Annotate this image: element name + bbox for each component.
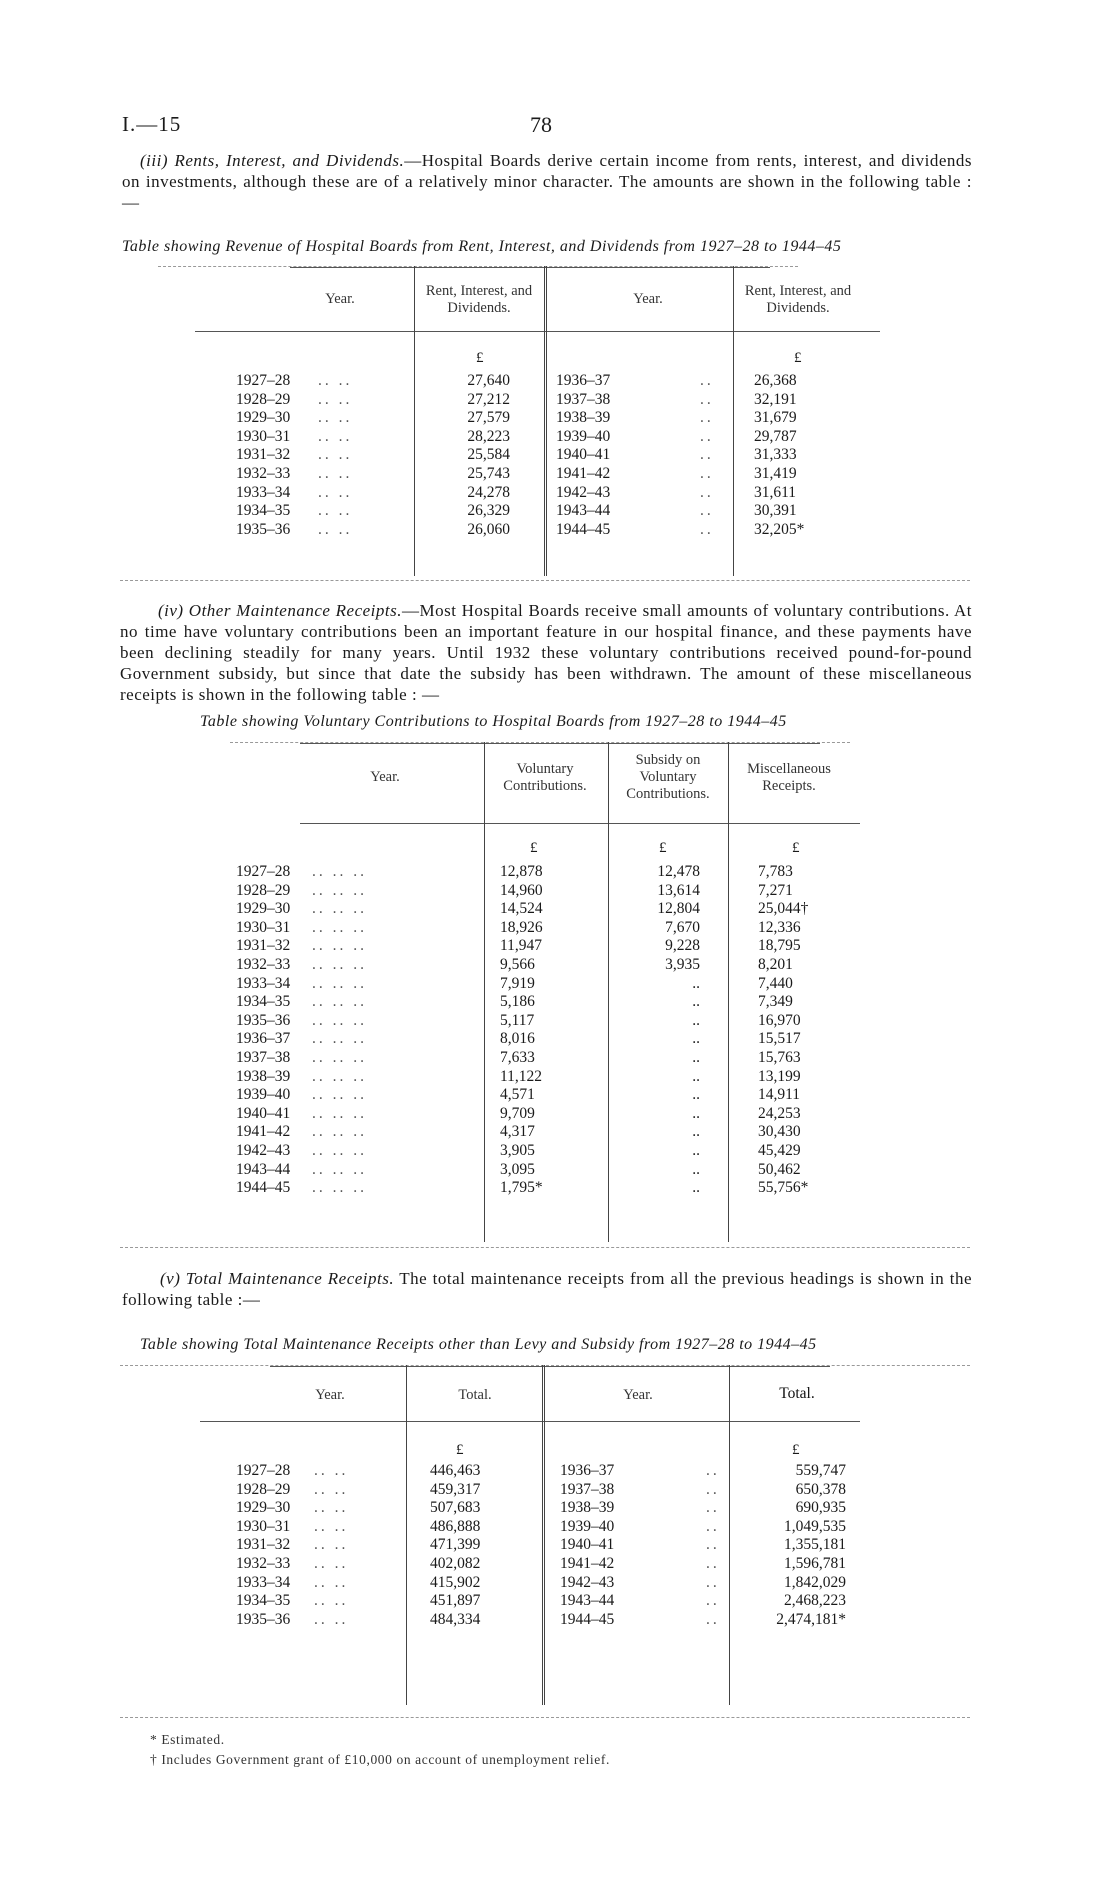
table3-value-cell: 2,468,223 bbox=[784, 1592, 846, 1610]
table2-voluntary-cell: 3,095 bbox=[500, 1160, 535, 1178]
table2-year-cell: 1942–43 bbox=[236, 1141, 291, 1159]
leader-dots: .. bbox=[700, 464, 714, 482]
table3-year-cell: 1941–42 bbox=[560, 1554, 615, 1572]
table3-caption: Table showing Total Maintenance Receipts other than Levy and Subsidy from 1927–28 to 1944–45 bbox=[140, 1336, 817, 1353]
table1-left-values bbox=[430, 372, 510, 539]
table1-year-cell: 1930–31 bbox=[236, 427, 291, 445]
table2-year-cell: 1929–30 bbox=[236, 900, 291, 918]
leader-dots: .. .. bbox=[318, 427, 353, 445]
table2-misc-cell: 16,970 bbox=[758, 1011, 801, 1029]
leader-dots: .. .. bbox=[314, 1592, 349, 1610]
table1-year-cell: 1927–28 bbox=[236, 372, 291, 389]
table2-leaders bbox=[312, 863, 367, 1198]
table3-year-cell: 1938–39 bbox=[560, 1499, 615, 1517]
table3-left-leaders bbox=[314, 1462, 348, 1629]
table2-misc-cell: 14,911 bbox=[758, 1086, 801, 1104]
table2-subsidy-cell: .. bbox=[692, 1104, 700, 1122]
leader-dots: .. .. bbox=[314, 1573, 349, 1591]
table2-year-cell: 1940–41 bbox=[236, 1104, 291, 1122]
table1-value-cell: 27,212 bbox=[467, 390, 510, 408]
table1-left-years bbox=[236, 372, 290, 539]
table3-value-cell: 1,842,029 bbox=[784, 1573, 846, 1591]
table2-voluntary-values bbox=[500, 863, 543, 1198]
table1-year-cell: 1935–36 bbox=[236, 520, 291, 538]
table1-unit-right: £ bbox=[794, 350, 802, 366]
table2-misc-cell: 7,349 bbox=[758, 993, 793, 1011]
table3-right-values bbox=[750, 1462, 846, 1629]
table1-year-cell: 1944–45 bbox=[556, 520, 611, 538]
table1-value-cell: 24,278 bbox=[467, 483, 510, 501]
table1-header-amount-left: Rent, Interest, and Dividends. bbox=[425, 283, 533, 316]
table2-misc-cell: 7,271 bbox=[758, 881, 793, 899]
table2-year-cell: 1935–36 bbox=[236, 1011, 291, 1029]
leader-dots: .. bbox=[706, 1592, 720, 1610]
table2-subsidy-cell: 7,670 bbox=[665, 918, 700, 936]
table2-misc-cell: 7,783 bbox=[758, 863, 793, 880]
table3-unit-right: £ bbox=[792, 1442, 800, 1458]
section-iv-paragraph bbox=[120, 600, 972, 705]
table3-year-cell: 1930–31 bbox=[236, 1517, 291, 1535]
table2-subsidy-cell: .. bbox=[692, 1067, 700, 1085]
table2-voluntary-cell: 9,709 bbox=[500, 1104, 535, 1122]
table2-year-cell: 1931–32 bbox=[236, 937, 291, 955]
table1-right-leaders bbox=[700, 372, 714, 539]
table1-value-cell: 30,391 bbox=[754, 502, 797, 520]
table3-value-cell: 507,683 bbox=[430, 1499, 481, 1517]
table2-voluntary-cell: 9,566 bbox=[500, 955, 535, 973]
table2-subsidy-cell: .. bbox=[692, 974, 700, 992]
table2-misc-cell: 12,336 bbox=[758, 918, 801, 936]
leader-dots: .. bbox=[706, 1610, 720, 1628]
table3-year-cell: 1943–44 bbox=[560, 1592, 615, 1610]
leader-dots: .. bbox=[700, 409, 714, 427]
table2-header-subsidy: Subsidy on Voluntary Contributions. bbox=[626, 752, 710, 802]
table1-value-cell: 29,787 bbox=[754, 427, 797, 445]
footnote-estimated: * Estimated. bbox=[150, 1732, 225, 1747]
table3-year-cell: 1929–30 bbox=[236, 1499, 291, 1517]
table2-caption: Table showing Voluntary Contributions to Hospital Boards from 1927–28 to 1944–45 bbox=[200, 713, 787, 730]
table1-year-cell: 1940–41 bbox=[556, 446, 611, 464]
leader-dots: .. bbox=[700, 390, 714, 408]
table1-value-cell: 26,329 bbox=[467, 502, 510, 520]
table2-year-cell: 1932–33 bbox=[236, 955, 291, 973]
table2-voluntary-cell: 7,919 bbox=[500, 974, 535, 992]
table2-year-cell: 1941–42 bbox=[236, 1123, 291, 1141]
section-iii-paragraph bbox=[122, 150, 972, 213]
table3-year-cell: 1942–43 bbox=[560, 1573, 615, 1591]
table2-misc-cell: 25,044† bbox=[758, 900, 809, 918]
table3-year-cell: 1935–36 bbox=[236, 1610, 291, 1628]
table3-year-cell: 1934–35 bbox=[236, 1592, 291, 1610]
table3-year-cell: 1932–33 bbox=[236, 1554, 291, 1572]
table2-voluntary-cell: 11,947 bbox=[500, 937, 543, 955]
table3-value-cell: 402,082 bbox=[430, 1554, 481, 1572]
table1-year-cell: 1942–43 bbox=[556, 483, 611, 501]
table2-voluntary-cell: 5,186 bbox=[500, 993, 535, 1011]
table1-value-cell: 31,611 bbox=[754, 483, 797, 501]
leader-dots: .. .. .. bbox=[312, 881, 367, 899]
leader-dots: .. .. bbox=[314, 1480, 349, 1498]
footnote-includes: † Includes Government grant of £10,000 on account of unemployment relief. bbox=[150, 1752, 610, 1767]
table2-voluntary-cell: 14,524 bbox=[500, 900, 543, 918]
table1-header-year-left: Year. bbox=[325, 291, 355, 307]
table3-value-cell: 459,317 bbox=[430, 1480, 481, 1498]
table3-year-cell: 1937–38 bbox=[560, 1480, 615, 1498]
leader-dots: .. bbox=[700, 483, 714, 501]
table3-header-total-left: Total. bbox=[458, 1387, 492, 1403]
table3-header-year-left: Year. bbox=[315, 1387, 345, 1403]
table2-misc-cell: 13,199 bbox=[758, 1067, 801, 1085]
table2-subsidy-cell: 9,228 bbox=[665, 937, 700, 955]
leader-dots: .. bbox=[706, 1480, 720, 1498]
table1-value-cell: 25,743 bbox=[467, 464, 510, 482]
leader-dots: .. .. .. bbox=[312, 955, 367, 973]
table2-misc-values bbox=[758, 863, 808, 1198]
table2-misc-cell: 50,462 bbox=[758, 1160, 801, 1178]
table1-header-year-right: Year. bbox=[633, 291, 663, 307]
leader-dots: .. .. .. bbox=[312, 1104, 367, 1122]
table3-year-cell: 1931–32 bbox=[236, 1536, 291, 1554]
table2-header-misc: Miscellaneous Receipts. bbox=[747, 761, 831, 794]
table1-value-cell: 25,584 bbox=[467, 446, 510, 464]
table3-header-total-right: Total. bbox=[779, 1385, 815, 1402]
table2-year-cell: 1934–35 bbox=[236, 993, 291, 1011]
leader-dots: .. .. .. bbox=[312, 1141, 367, 1159]
table2-header-year: Year. bbox=[370, 769, 400, 785]
leader-dots: .. .. .. bbox=[312, 993, 367, 1011]
table2-voluntary-cell: 7,633 bbox=[500, 1048, 535, 1066]
leader-dots: .. bbox=[706, 1499, 720, 1517]
leader-dots: .. bbox=[700, 446, 714, 464]
leader-dots: .. bbox=[706, 1517, 720, 1535]
leader-dots: .. .. bbox=[318, 409, 353, 427]
table2-subsidy-cell: .. bbox=[692, 1179, 700, 1197]
leader-dots: .. bbox=[706, 1536, 720, 1554]
table2-unit-voluntary: £ bbox=[530, 840, 538, 856]
table2-subsidy-cell: .. bbox=[692, 1011, 700, 1029]
leader-dots: .. .. .. bbox=[312, 974, 367, 992]
table1-year-cell: 1934–35 bbox=[236, 502, 291, 520]
table2-voluntary-cell: 4,571 bbox=[500, 1086, 535, 1104]
leader-dots: .. .. .. bbox=[312, 1160, 367, 1178]
leader-dots: .. .. bbox=[318, 464, 353, 482]
table1-value-cell: 31,679 bbox=[754, 409, 797, 427]
table2-misc-cell: 15,517 bbox=[758, 1030, 801, 1048]
table1-year-cell: 1943–44 bbox=[556, 502, 611, 520]
table2-year-cell: 1943–44 bbox=[236, 1160, 291, 1178]
table1-year-cell: 1939–40 bbox=[556, 427, 611, 445]
leader-dots: .. .. .. bbox=[312, 1123, 367, 1141]
document-reference: I.—15 bbox=[122, 112, 182, 136]
table2-subsidy-cell: 12,478 bbox=[657, 863, 700, 880]
table1-value-cell: 32,205* bbox=[754, 520, 805, 538]
table1-year-cell: 1928–29 bbox=[236, 390, 291, 408]
table2-voluntary-cell: 1,795* bbox=[500, 1179, 543, 1197]
table1-caption: Table showing Revenue of Hospital Boards from Rent, Interest, and Dividends from 1927–28 to 1944–45 bbox=[122, 238, 842, 255]
table3-value-cell: 690,935 bbox=[795, 1499, 846, 1517]
table2-year-cell: 1928–29 bbox=[236, 881, 291, 899]
table2-year-cell: 1938–39 bbox=[236, 1067, 291, 1085]
table2-misc-cell: 8,201 bbox=[758, 955, 793, 973]
table3-value-cell: 415,902 bbox=[430, 1573, 481, 1591]
table1-value-cell: 31,333 bbox=[754, 446, 797, 464]
leader-dots: .. .. .. bbox=[312, 900, 367, 918]
table1-year-cell: 1938–39 bbox=[556, 409, 611, 427]
table2-unit-misc: £ bbox=[792, 840, 800, 856]
table2-voluntary-cell: 18,926 bbox=[500, 918, 543, 936]
table3-value-cell: 2,474,181* bbox=[776, 1610, 846, 1628]
table2-year-cell: 1930–31 bbox=[236, 918, 291, 936]
table1-header-amount-right: Rent, Interest, and Dividends. bbox=[744, 283, 852, 316]
table1-value-cell: 32,191 bbox=[754, 390, 797, 408]
leader-dots: .. .. .. bbox=[312, 1048, 367, 1066]
leader-dots: .. bbox=[700, 520, 714, 538]
table2-misc-cell: 7,440 bbox=[758, 974, 793, 992]
table1-year-cell: 1929–30 bbox=[236, 409, 291, 427]
table3-year-cell: 1944–45 bbox=[560, 1610, 615, 1628]
page-number: 78 bbox=[530, 112, 552, 137]
table2-voluntary-cell: 11,122 bbox=[500, 1067, 543, 1085]
leader-dots: .. .. bbox=[314, 1462, 349, 1479]
table1-value-cell: 31,419 bbox=[754, 464, 797, 482]
table1-value-cell: 27,640 bbox=[467, 372, 510, 389]
table3-value-cell: 1,355,181 bbox=[784, 1536, 846, 1554]
table2-voluntary-cell: 8,016 bbox=[500, 1030, 535, 1048]
table2-misc-cell: 55,756* bbox=[758, 1179, 809, 1197]
table2-subsidy-cell: .. bbox=[692, 1141, 700, 1159]
leader-dots: .. .. bbox=[314, 1536, 349, 1554]
table1-year-cell: 1931–32 bbox=[236, 446, 291, 464]
leader-dots: .. .. .. bbox=[312, 1011, 367, 1029]
table2-subsidy-cell: 12,804 bbox=[657, 900, 700, 918]
table1-year-cell: 1933–34 bbox=[236, 483, 291, 501]
table3-value-cell: 486,888 bbox=[430, 1517, 481, 1535]
table1-value-cell: 28,223 bbox=[467, 427, 510, 445]
table3-value-cell: 1,596,781 bbox=[784, 1554, 846, 1572]
leader-dots: .. .. bbox=[318, 502, 353, 520]
table2-voluntary-cell: 4,317 bbox=[500, 1123, 535, 1141]
table2-misc-cell: 30,430 bbox=[758, 1123, 801, 1141]
section-iii-heading: (iii) Rents, Interest, and Dividends. bbox=[140, 151, 405, 170]
section-iv-text: —Most Hospital Boards receive small amounts of voluntary contributions. At no time have voluntary contributions been an important feature in our hospital finance, and these payments have been declining steadily for many years. Until 1932 these voluntary contributions received pound-for-pound Government subsidy, but since that date the subsidy has been withdrawn. The amount of these miscellaneous receipts is shown in the following table : — bbox=[120, 601, 972, 704]
table2-year-cell: 1937–38 bbox=[236, 1048, 291, 1066]
table2-misc-cell: 24,253 bbox=[758, 1104, 801, 1122]
leader-dots: .. bbox=[706, 1573, 720, 1591]
leader-dots: .. bbox=[706, 1554, 720, 1572]
section-v-paragraph bbox=[122, 1268, 972, 1310]
section-v-text: The total maintenance receipts from all the previous headings is shown in the following table :— bbox=[122, 1269, 972, 1309]
table2-voluntary-cell: 14,960 bbox=[500, 881, 543, 899]
leader-dots: .. .. bbox=[314, 1554, 349, 1572]
table2-year-cell: 1927–28 bbox=[236, 863, 291, 880]
table3-right-years bbox=[560, 1462, 614, 1629]
leader-dots: .. .. .. bbox=[312, 918, 367, 936]
table3-value-cell: 484,334 bbox=[430, 1610, 481, 1628]
table2-subsidy-cell: .. bbox=[692, 1123, 700, 1141]
leader-dots: .. .. .. bbox=[312, 1179, 367, 1197]
leader-dots: .. bbox=[700, 427, 714, 445]
leader-dots: .. .. .. bbox=[312, 937, 367, 955]
table2-voluntary-cell: 5,117 bbox=[500, 1011, 535, 1029]
section-iii-text: —Hospital Boards derive certain income from rents, interest, and dividends on investments, although these are of a relatively minor character. The amounts are shown in the following table : — bbox=[122, 151, 972, 212]
table2-misc-cell: 15,763 bbox=[758, 1048, 801, 1066]
table3-year-cell: 1928–29 bbox=[236, 1480, 291, 1498]
table3-unit-left: £ bbox=[456, 1442, 464, 1458]
table1-year-cell: 1937–38 bbox=[556, 390, 611, 408]
table2-unit-subsidy: £ bbox=[659, 840, 667, 856]
table2-year-cell: 1933–34 bbox=[236, 974, 291, 992]
leader-dots: .. bbox=[700, 502, 714, 520]
table1-value-cell: 26,368 bbox=[754, 372, 797, 389]
table2-header-voluntary: Voluntary Contributions. bbox=[503, 761, 587, 794]
leader-dots: .. .. .. bbox=[312, 1030, 367, 1048]
leader-dots: .. .. .. bbox=[312, 1086, 367, 1104]
table2-subsidy-values bbox=[620, 863, 700, 1198]
table3-value-cell: 650,378 bbox=[795, 1480, 846, 1498]
table3-header-year-right: Year. bbox=[623, 1387, 653, 1403]
leader-dots: .. .. bbox=[314, 1517, 349, 1535]
table2-subsidy-cell: .. bbox=[692, 1160, 700, 1178]
leader-dots: .. .. bbox=[318, 390, 353, 408]
table3-right-leaders bbox=[706, 1462, 720, 1629]
table2-subsidy-cell: 13,614 bbox=[657, 881, 700, 899]
leader-dots: .. .. bbox=[314, 1499, 349, 1517]
table1-year-cell: 1936–37 bbox=[556, 372, 611, 389]
leader-dots: .. .. .. bbox=[312, 863, 367, 880]
table1-right-values bbox=[754, 372, 804, 539]
leader-dots: .. .. bbox=[314, 1610, 349, 1628]
table2-voluntary-cell: 3,905 bbox=[500, 1141, 535, 1159]
table3-year-cell: 1933–34 bbox=[236, 1573, 291, 1591]
table3-left-values bbox=[430, 1462, 480, 1629]
table2-year-cell: 1939–40 bbox=[236, 1086, 291, 1104]
table2-subsidy-cell: .. bbox=[692, 1030, 700, 1048]
table1-year-cell: 1932–33 bbox=[236, 464, 291, 482]
table3-value-cell: 471,399 bbox=[430, 1536, 481, 1554]
table2-year-cell: 1944–45 bbox=[236, 1179, 291, 1197]
leader-dots: .. .. .. bbox=[312, 1067, 367, 1085]
leader-dots: .. .. bbox=[318, 446, 353, 464]
table1-year-cell: 1941–42 bbox=[556, 464, 611, 482]
leader-dots: .. .. bbox=[318, 520, 353, 538]
table2-subsidy-cell: .. bbox=[692, 1086, 700, 1104]
table3-year-cell: 1936–37 bbox=[560, 1462, 615, 1479]
table1-right-years bbox=[556, 372, 610, 539]
table1-value-cell: 26,060 bbox=[467, 520, 510, 538]
leader-dots: .. bbox=[706, 1462, 720, 1479]
table2-year-cell: 1936–37 bbox=[236, 1030, 291, 1048]
table2-years bbox=[236, 863, 290, 1198]
leader-dots: .. .. bbox=[318, 483, 353, 501]
leader-dots: .. bbox=[700, 372, 714, 389]
table3-left-years bbox=[236, 1462, 290, 1629]
table1-left-leaders bbox=[318, 372, 352, 539]
table2-misc-cell: 18,795 bbox=[758, 937, 801, 955]
table3-value-cell: 559,747 bbox=[795, 1462, 846, 1479]
table3-year-cell: 1927–28 bbox=[236, 1462, 291, 1479]
table1-value-cell: 27,579 bbox=[467, 409, 510, 427]
table2-subsidy-cell: .. bbox=[692, 1048, 700, 1066]
table2-subsidy-cell: 3,935 bbox=[665, 955, 700, 973]
leader-dots: .. .. bbox=[318, 372, 353, 389]
table3-year-cell: 1939–40 bbox=[560, 1517, 615, 1535]
table3-value-cell: 451,897 bbox=[430, 1592, 481, 1610]
table2-voluntary-cell: 12,878 bbox=[500, 863, 543, 880]
section-v-heading: (v) Total Maintenance Receipts. bbox=[160, 1269, 395, 1288]
section-iv-heading: (iv) Other Maintenance Receipts. bbox=[158, 601, 402, 620]
table2-subsidy-cell: .. bbox=[692, 993, 700, 1011]
table3-value-cell: 1,049,535 bbox=[784, 1517, 846, 1535]
table1-unit-left: £ bbox=[476, 350, 484, 366]
table3-value-cell: 446,463 bbox=[430, 1462, 481, 1479]
table2-misc-cell: 45,429 bbox=[758, 1141, 801, 1159]
table3-year-cell: 1940–41 bbox=[560, 1536, 615, 1554]
